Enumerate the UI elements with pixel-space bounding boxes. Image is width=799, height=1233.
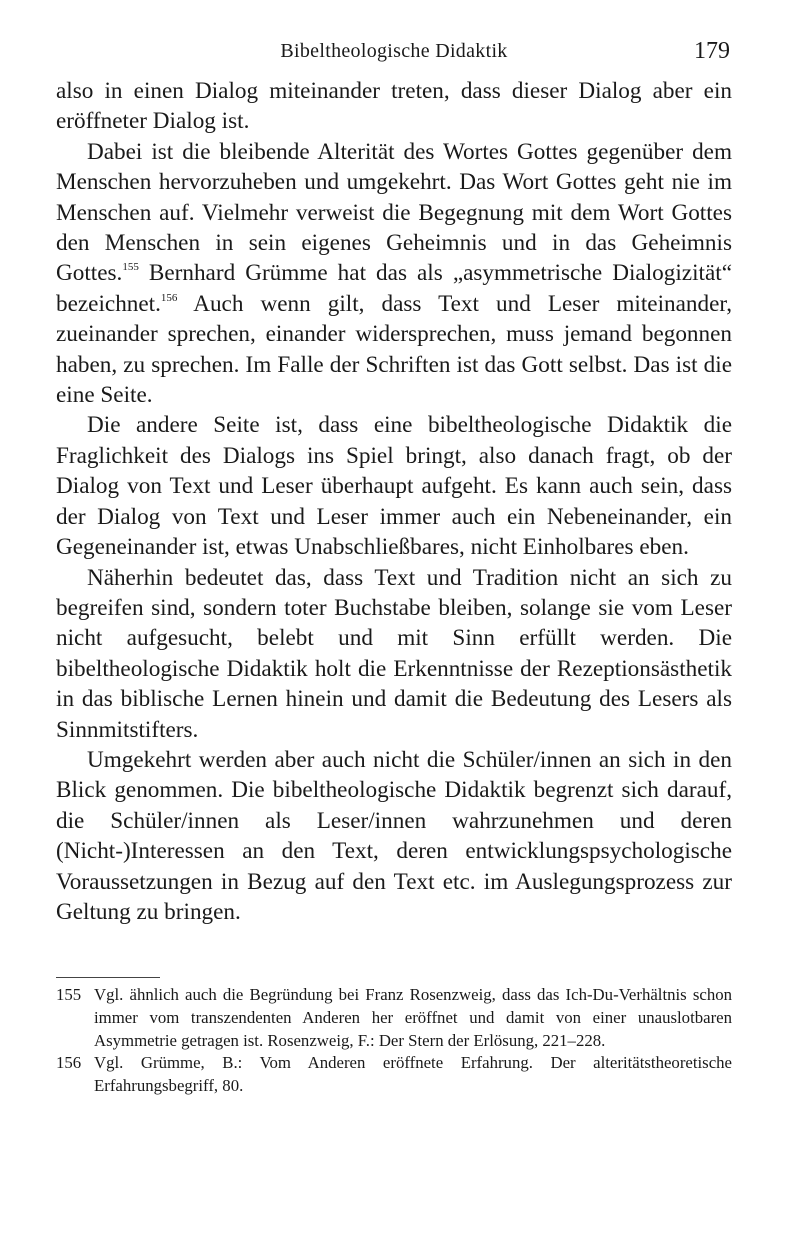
paragraph-1 bbox=[56, 76, 732, 137]
paragraph-5 bbox=[56, 745, 732, 927]
footnote-text: Vgl. Grümme, B.: Vom Anderen eröffnete Erfahrung. Der alteritätstheoretische Erfahrungsbegriff, 80. bbox=[94, 1053, 732, 1095]
paragraph-text: Die andere Seite ist, dass eine bibeltheologische Didaktik die Fraglichkeit des Dialogs ins Spiel bringt, also danach fragt, ob der Dialog von Text und Leser überhaupt aufgeht. Es kann auch sein, dass der Dialog von Text und Leser immer auch ein Nebeneinander, ein Gegeneinander ist, etwas Unabschließbares, nicht Einholbares eben. bbox=[56, 412, 732, 561]
running-head: Bibeltheologische Didaktik bbox=[280, 40, 508, 62]
footnote-number: 156 bbox=[56, 1053, 82, 1073]
footnote-number: 155 bbox=[56, 985, 82, 1005]
footnote-text: Vgl. ähnlich auch die Begründung bei Franz Rosenzweig, dass das Ich-Du-Verhältnis schon immer vom transzendenten Anderen her eröffnet und damit von einer unauslotbaren Asymmetrie getragen ist. Rosenzweig, F.: Der Stern der Erlösung, 221–228. bbox=[94, 985, 732, 1050]
paragraph-3 bbox=[56, 410, 732, 562]
paragraph-text: Dabei ist die bleibende Alterität des Wortes Gottes gegenüber dem Menschen hervorzuheben und umgekehrt. Das Wort Gottes geht nie im Menschen auf. Vielmehr verweist die Begegnung mit dem Wort Gottes den Menschen in sein eigenes Geheimnis und in das Geheimnis Gottes. bbox=[56, 138, 732, 287]
paragraph-2 bbox=[56, 137, 732, 411]
footnotes bbox=[56, 984, 732, 1097]
body-text bbox=[56, 76, 732, 927]
paragraph-4 bbox=[56, 563, 732, 745]
page-number: 179 bbox=[694, 38, 730, 64]
footnote-ref-155[interactable]: 155 bbox=[122, 261, 139, 274]
footnote-155 bbox=[56, 984, 732, 1052]
footnote-divider bbox=[56, 977, 160, 978]
paragraph-text: Näherhin bedeutet das, dass Text und Tradition nicht an sich zu begreifen sind, sondern toter Buchstabe bleiben, solange sie vom Leser nicht aufgesucht, belebt und mit Sinn erfüllt werden. Die bibeltheologische Didaktik holt die Erkenntnisse der Rezeptionsästhetik in das biblische Lernen hinein und damit die Bedeutung des Lesers als Sinnmitstifters. bbox=[56, 564, 732, 743]
page-header bbox=[56, 36, 732, 76]
paragraph-text: Bernhard Grümme hat das als „asymmetrische Dialogizität“ bezeichnet. bbox=[56, 260, 732, 317]
book-page bbox=[56, 36, 732, 1097]
paragraph-text: also in einen Dialog miteinander treten, dass dieser Dialog aber ein eröffneter Dialog ist. bbox=[56, 78, 732, 135]
footnote-ref-156[interactable]: 156 bbox=[160, 291, 178, 304]
footnote-156 bbox=[56, 1052, 732, 1097]
paragraph-text: Auch wenn gilt, dass Text und Leser miteinander, zueinander sprechen, einander widersprechen, muss jemand begonnen haben, zu sprechen. Im Falle der Schriften ist das Gott selbst. Das ist die eine Seite. bbox=[56, 290, 732, 409]
paragraph-text: Umgekehrt werden aber auch nicht die Schüler/innen an sich in den Blick genommen. Die bibeltheologische Didaktik begrenzt sich darauf, die Schüler/innen als Leser/innen wahrzunehmen und deren (Nicht-)Interessen an den Text, deren entwicklungspsychologische Voraussetzungen in Bezug auf den Text etc. im Auslegungsprozess zur Geltung zu bringen. bbox=[56, 746, 732, 925]
